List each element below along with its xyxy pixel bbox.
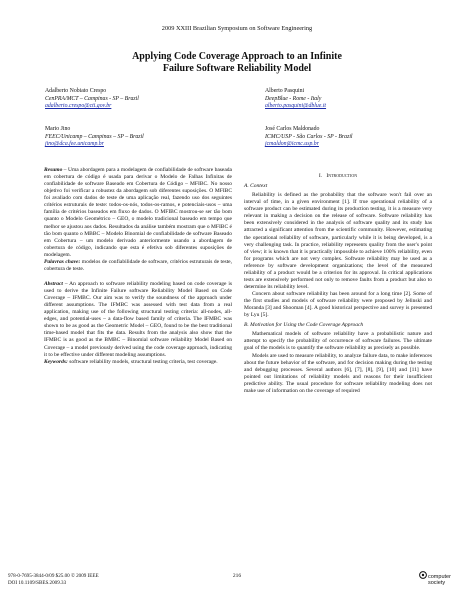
author-name: José Carlos Maldonado	[265, 126, 320, 132]
abstract-text: – An approach to software reliability modeling based on code coverage is used to derive the Infinite Failure software Reliability Model Based on Code Coverage – IFMBC. Our aim was to verify the soundness of the approach under different assumptions. The IFMBC was assessed with test data from a real application, making use of the following structural testing criteria: all-nodes, all-edges, and potential-uses – a data-flow based family of criteria. The IFMBC was shown to be as good as the Geometric Model – GEO, found to be the best traditional time-based model that fits the data. Results from the analysis also show that the IFMBC is as good as the BMBC – Binomial software reliability Model Based on Coverage – a model previously derived using the code coverage approach, indicating it to be effective under different modeling assumptions.	[44, 280, 232, 358]
author-affiliation: FEEC/Unicamp – Campinas – SP – Brazil	[45, 133, 144, 140]
subsection-heading-b: B. Motivation for Using the Code Coverage Approach	[244, 322, 364, 329]
intro-paragraph: Reliability is defined as the probability that the software won't fail over an interval of time, in a given environment [1]. If true operational reliability of a software product can be estimated during its production testing, it is a measure very relevant in making a decision on the release of software. Software reliability has been extensively considered in the analysis of software quality and its study has attracted a significant attention from the scientific community. However, estimating the operational reliability of software, particularly while it is being developed, is a very challenging task. In practice, reliability represents quality from the user's point of view; it is known that it is practically impossible to achieve 100% reliability, even for programs which are not very complex. Software reliability may be used as a reference by software development organizations; the level of the measured reliability of a product would be a criterion for its approval. In critical applications tests are extensively performed not only to remove faults from a product but also to determine its reliability level.	[244, 192, 432, 290]
ieee-computer-society-logo	[418, 569, 451, 589]
section-title: Introduction	[326, 173, 358, 179]
author-block-4	[265, 126, 353, 149]
keywords-paragraph	[44, 359, 232, 366]
author-email[interactable]: jcmaldon@icmc.usp.br	[265, 141, 319, 148]
computer-society-logo-icon	[418, 569, 451, 589]
logo-text-computer: computer	[428, 574, 451, 580]
abstract-label: Abstract	[44, 280, 63, 287]
paper-title	[0, 51, 474, 75]
author-name: Mario Jino	[45, 126, 71, 132]
author-block-1	[45, 88, 139, 111]
logo-text-society: society	[428, 580, 446, 586]
section-number: I.	[318, 173, 323, 179]
resumo-paragraph	[44, 167, 232, 259]
author-name: Alberto Pasquini	[265, 88, 305, 94]
author-block-2	[265, 88, 326, 111]
author-affiliation: DeepBlue - Rome - Italy	[265, 95, 322, 102]
resumo-label: Resumo	[44, 167, 63, 173]
subsection-heading-a: A. Context	[244, 183, 268, 190]
author-email[interactable]: adalberto.crespo@cti.gov.br	[45, 103, 112, 110]
conference-header: 2009 XXIII Brazilian Symposium on Software Engineering	[161, 25, 313, 32]
footer-doi: DOI 10.1109/SBES.2009.33	[8, 579, 67, 586]
abstract-paragraph	[44, 281, 232, 359]
intro-paragraph: Concern about software reliability has been around for a long time [2]. Some of the first studies and models of software reliability were proposed by Jelinski and Moranda [3] and Shooman [4]. A good historical perspective and survey is presented by Lyu [5].	[244, 291, 432, 319]
left-column	[44, 167, 232, 366]
title-line-1: Applying Code Coverage Approach to an Infinite	[132, 51, 342, 62]
author-email[interactable]: jino@dca.fee.unicamp.br	[45, 141, 104, 148]
intro-paragraph: Mathematical models of software reliability have a probabilistic nature and attempt to specify the probability of occurrence of software failures. The ultimate goal of the models is to quantify the software reliability as precisely as possible.	[244, 331, 432, 352]
resumo-text: – Uma abordagem para a modelagem de confiabilidade de software baseada em cobertura de código é usada para derivar o Modelo de Falhas Infinitas de confiabilidade de software Baseado em Cobertura de Código – MFIBC. No nosso objetivo foi verificar a robustez da abordagem sob diferentes suposições. O MFIBC foi avaliado com dados de teste de uma aplicação real, fazendo uso dos seguintes critérios estruturais de teste: todos-os-nós, todos-os-ramos, e potenciais-usos – uma família de critérios baseados em fluxo de dados. O MFIBC mostrou-se ser tão bom quanto o Modelo Geométrico – GEO, o modelo tradicional baseado em tempo que melhor se ajustou aos dados. Resultados da análise também mostram que o MFIBC é tão bom quanto o MBBC – Modelo Binomial de confiabilidade de software Baseado em Cobertura – um modelo derivado anteriormente usando a abordagem de cobertura de código, indicando que esta é efetiva sob diferentes suposições de modelagem.	[44, 167, 232, 258]
author-name: Adalberto Nobiato Crespo	[45, 88, 107, 94]
palavras-paragraph	[44, 259, 232, 273]
intro-paragraph: Models are used to measure reliability, to analyze failure data, to make inferences about the future behavior of the software, and for decision making during the testing and debugging processes. Several authors [6], [7], [8], [9], [10] and [11] have pointed out limitations of reliability models and reasons for their insufficient predictive ability. The usual procedure for software reliability modeling does not make use of information on the coverage of required	[244, 352, 432, 394]
author-email[interactable]: alberto.pasquini@dblue.it	[265, 103, 327, 110]
footer-isbn: 978-0-7695-3844-0/09 $25.00 © 2009 IEEE	[8, 573, 99, 579]
right-column	[244, 173, 432, 395]
keywords-text: software reliability models, structural testing criteria, test coverage.	[67, 358, 218, 365]
author-affiliation: CenPRA/MCT – Campinas - SP – Brazil	[45, 95, 139, 102]
page-number: 216	[232, 573, 242, 579]
palavras-text: modelos de confiabilidade de software, critérios estruturais de teste, cobertura de teste.	[44, 258, 232, 272]
author-block-3	[45, 126, 144, 149]
title-line-2: Failure Software Reliability Model	[162, 63, 312, 74]
author-affiliation: ICMC/USP - São Carlos - SP - Brazil	[265, 133, 353, 140]
section-heading	[244, 173, 432, 180]
keywords-label: Keywords:	[44, 358, 68, 365]
palavras-label: Palavras chave:	[44, 258, 81, 265]
